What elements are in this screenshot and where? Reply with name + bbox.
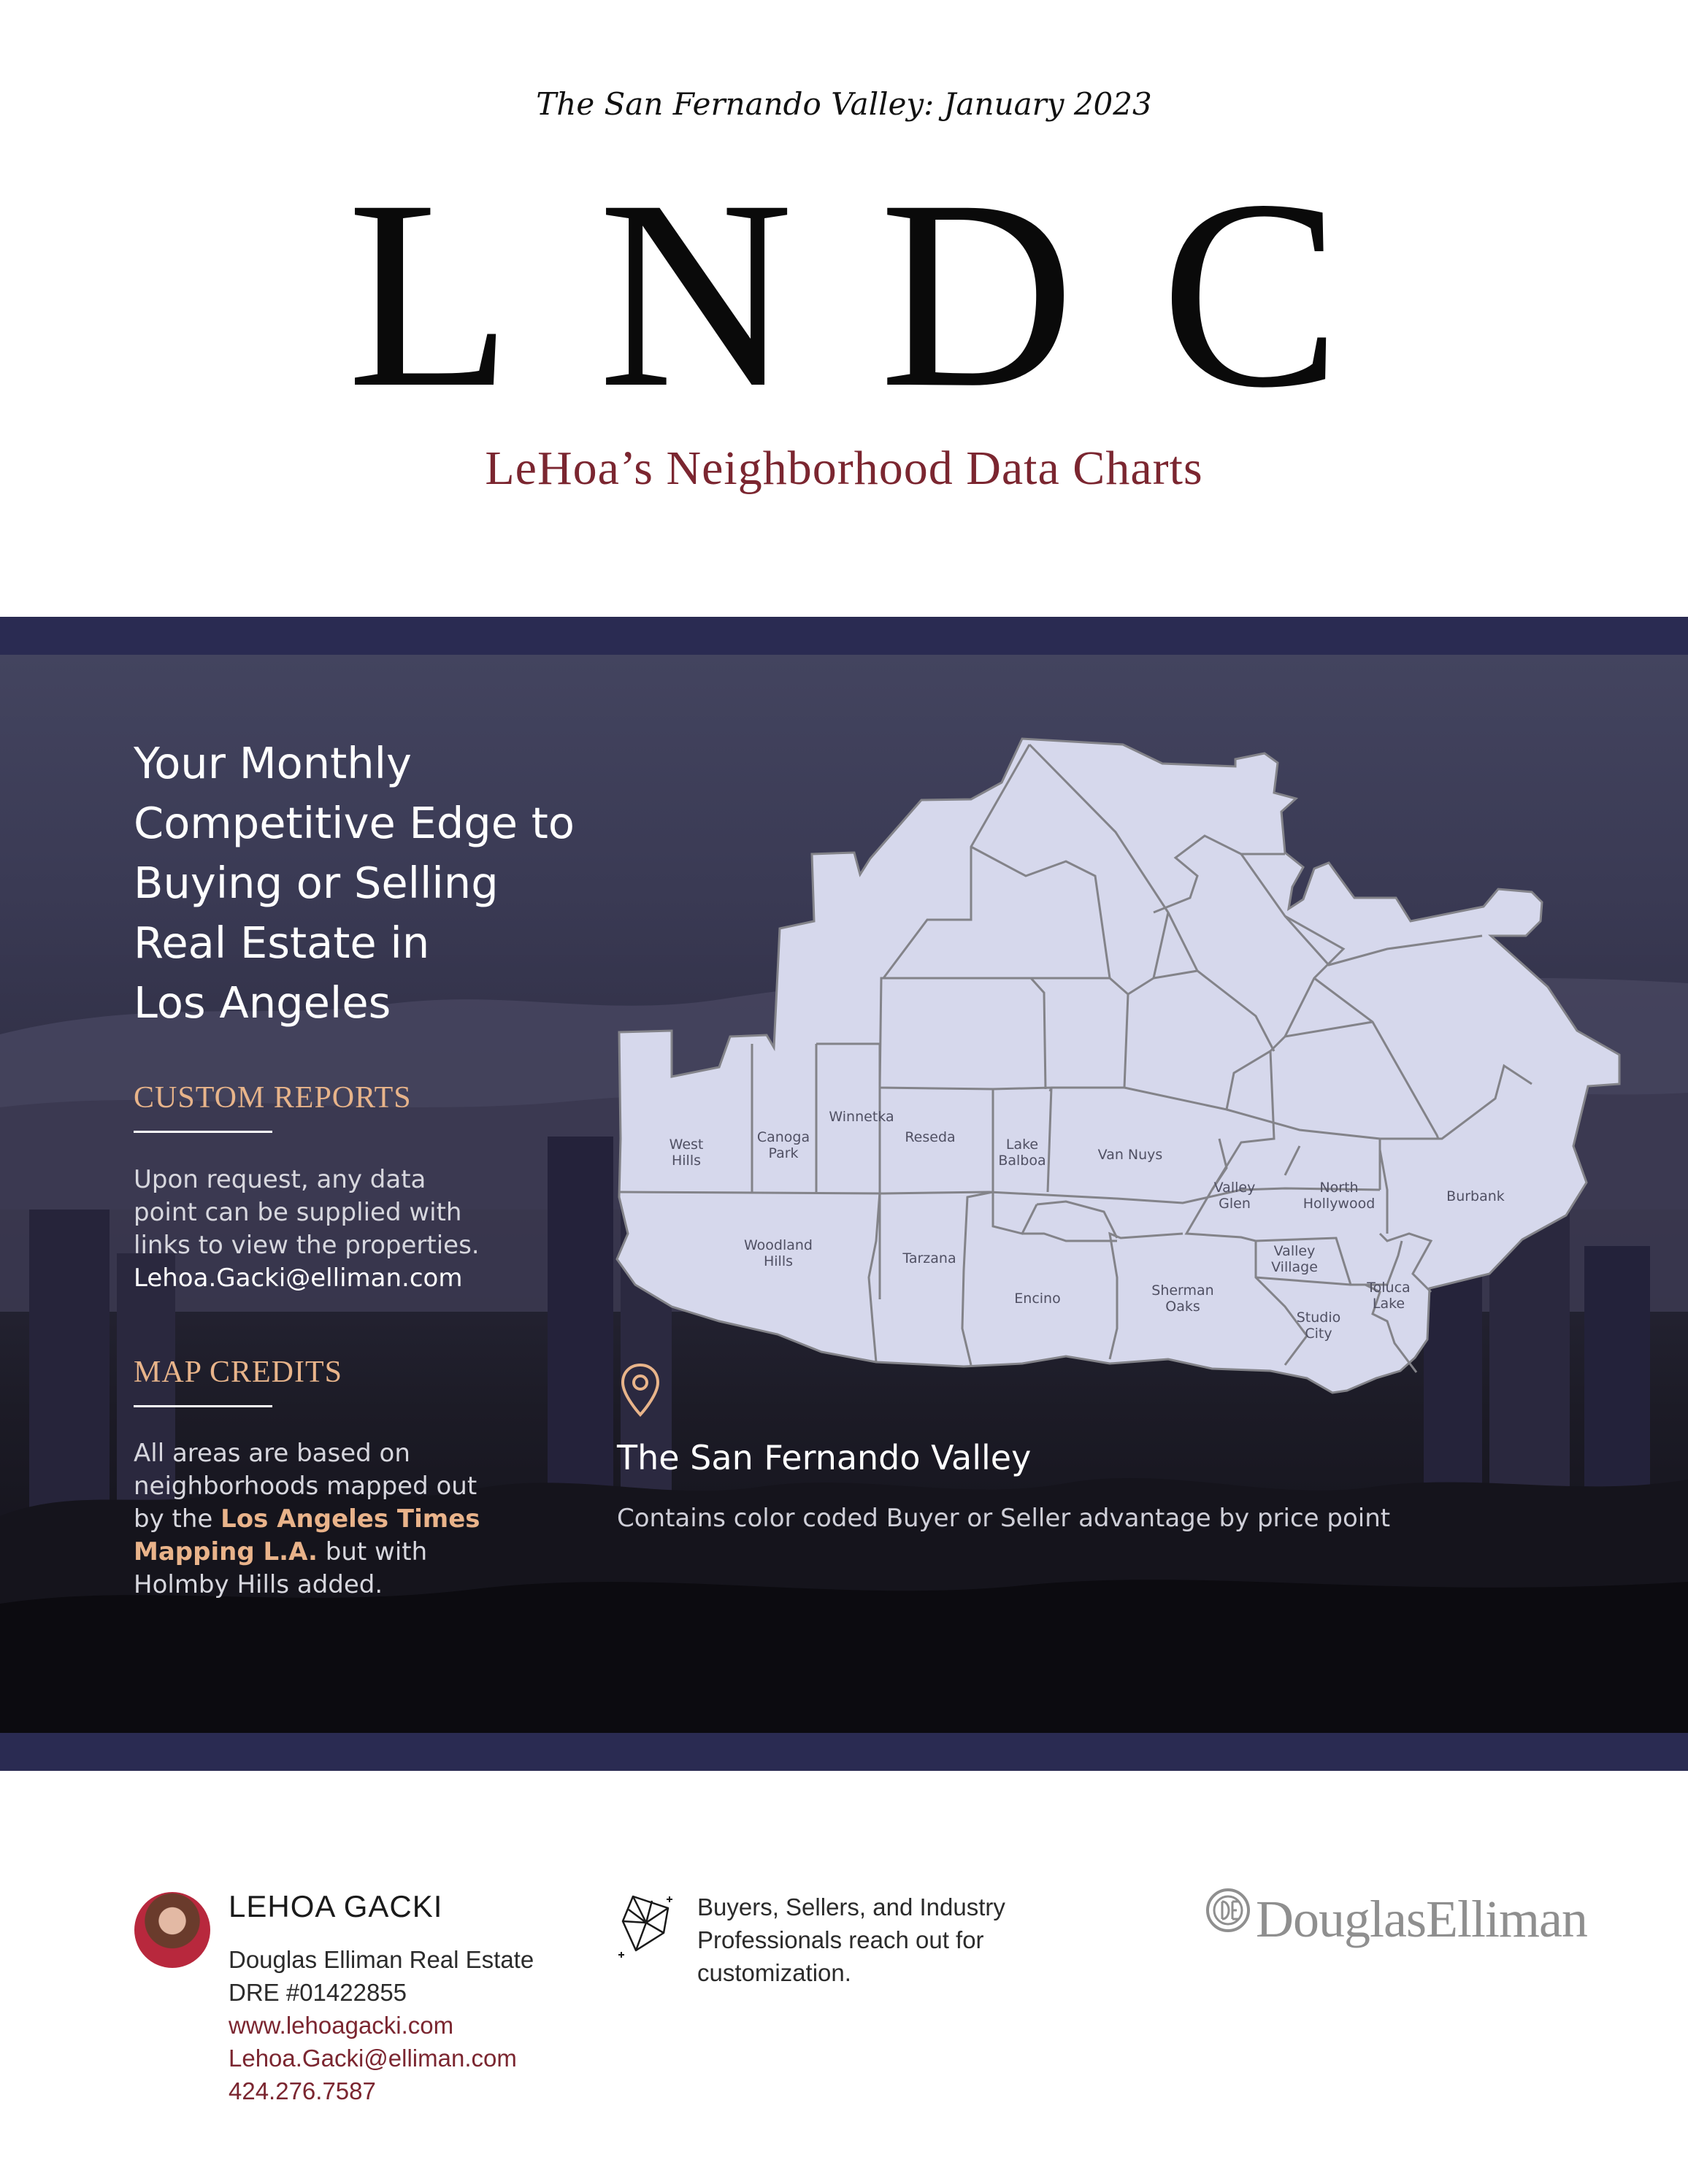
douglas-elliman-emblem-icon [1205, 1887, 1251, 1934]
report-subtitle: The San Fernando Valley: January 2023 [536, 86, 1152, 122]
agent-name: LEHOA GACKI [229, 1889, 443, 1923]
mapping-la-link[interactable]: Mapping L.A. [134, 1537, 318, 1566]
diamond-icon [615, 1892, 677, 1965]
label-valley-glen: Valley Glen [1213, 1180, 1256, 1212]
label-encino: Encino [1014, 1291, 1061, 1307]
cta-line: Buyers, Sellers, and Industry [697, 1893, 1005, 1920]
lndc-logo: LNDC [347, 145, 1427, 444]
label-studio-city: Studio City [1296, 1310, 1341, 1342]
label-sherman-oaks: Sherman Oaks [1151, 1283, 1214, 1315]
agent-avatar [134, 1892, 210, 1968]
map-credits-title: MAP CREDITS [134, 1356, 342, 1389]
la-times-link[interactable]: Los Angeles Times [220, 1504, 480, 1534]
custom-reports-email-link[interactable]: Lehoa.Gacki@elliman.com [134, 1264, 463, 1293]
douglas-elliman-logo-text: DouglasElliman [1256, 1890, 1587, 1948]
tagline: LeHoa’s Neighborhood Data Charts [485, 442, 1203, 495]
label-burbank: Burbank [1446, 1188, 1505, 1204]
agent-dre: DRE #01422855 [229, 1979, 407, 2006]
headline-line: Your Monthly [134, 738, 412, 788]
body-line: Upon request, any data [134, 1165, 426, 1194]
agent-company: Douglas Elliman Real Estate [229, 1946, 534, 1973]
agent-email-link[interactable]: Lehoa.Gacki@elliman.com [229, 2045, 517, 2072]
label-winnetka: Winnetka [829, 1109, 894, 1125]
map-subtitle: Contains color coded Buyer or Seller advantage by price point [617, 1504, 1391, 1533]
label-north-hollywood: North Hollywood [1303, 1180, 1376, 1212]
cta-line: Professionals reach out for [697, 1926, 984, 1953]
body-line: All areas are based on [134, 1439, 410, 1468]
label-toluca-lake: Toluca Lake [1367, 1280, 1411, 1312]
headline-line: Buying or Selling [134, 858, 499, 908]
body-text: by the [134, 1504, 221, 1534]
cta-line: customization. [697, 1959, 851, 1986]
label-woodland-hills: Woodland Hills [743, 1237, 813, 1269]
body-line: links to view the properties. [134, 1231, 480, 1260]
map-title: The San Fernando Valley [617, 1438, 1032, 1477]
body-line: neighborhoods mapped out [134, 1472, 477, 1501]
label-tarzana: Tarzana [902, 1250, 956, 1266]
body-line: point can be supplied with [134, 1198, 462, 1227]
label-reseda: Reseda [905, 1129, 956, 1145]
body-line: Holmby Hills added. [134, 1570, 383, 1599]
body-text: but with [317, 1537, 428, 1566]
headline-line: Real Estate in [134, 918, 430, 968]
headline-line: Los Angeles [134, 977, 391, 1028]
agent-website-link[interactable]: www.lehoagacki.com [229, 2012, 454, 2039]
location-pin-icon [619, 1362, 661, 1419]
label-valley-village: Valley Village [1271, 1243, 1318, 1275]
label-lake-balboa: Lake Balboa [998, 1137, 1046, 1169]
custom-reports-title: CUSTOM REPORTS [134, 1081, 412, 1115]
headline-line: Competitive Edge to [134, 798, 575, 848]
label-van-nuys: Van Nuys [1097, 1147, 1163, 1163]
cta-text [697, 1891, 1077, 1989]
label-canoga-park: Canoga Park [756, 1129, 810, 1161]
agent-phone-link[interactable]: 424.276.7587 [229, 2077, 376, 2104]
label-west-hills: West Hills [669, 1137, 704, 1169]
